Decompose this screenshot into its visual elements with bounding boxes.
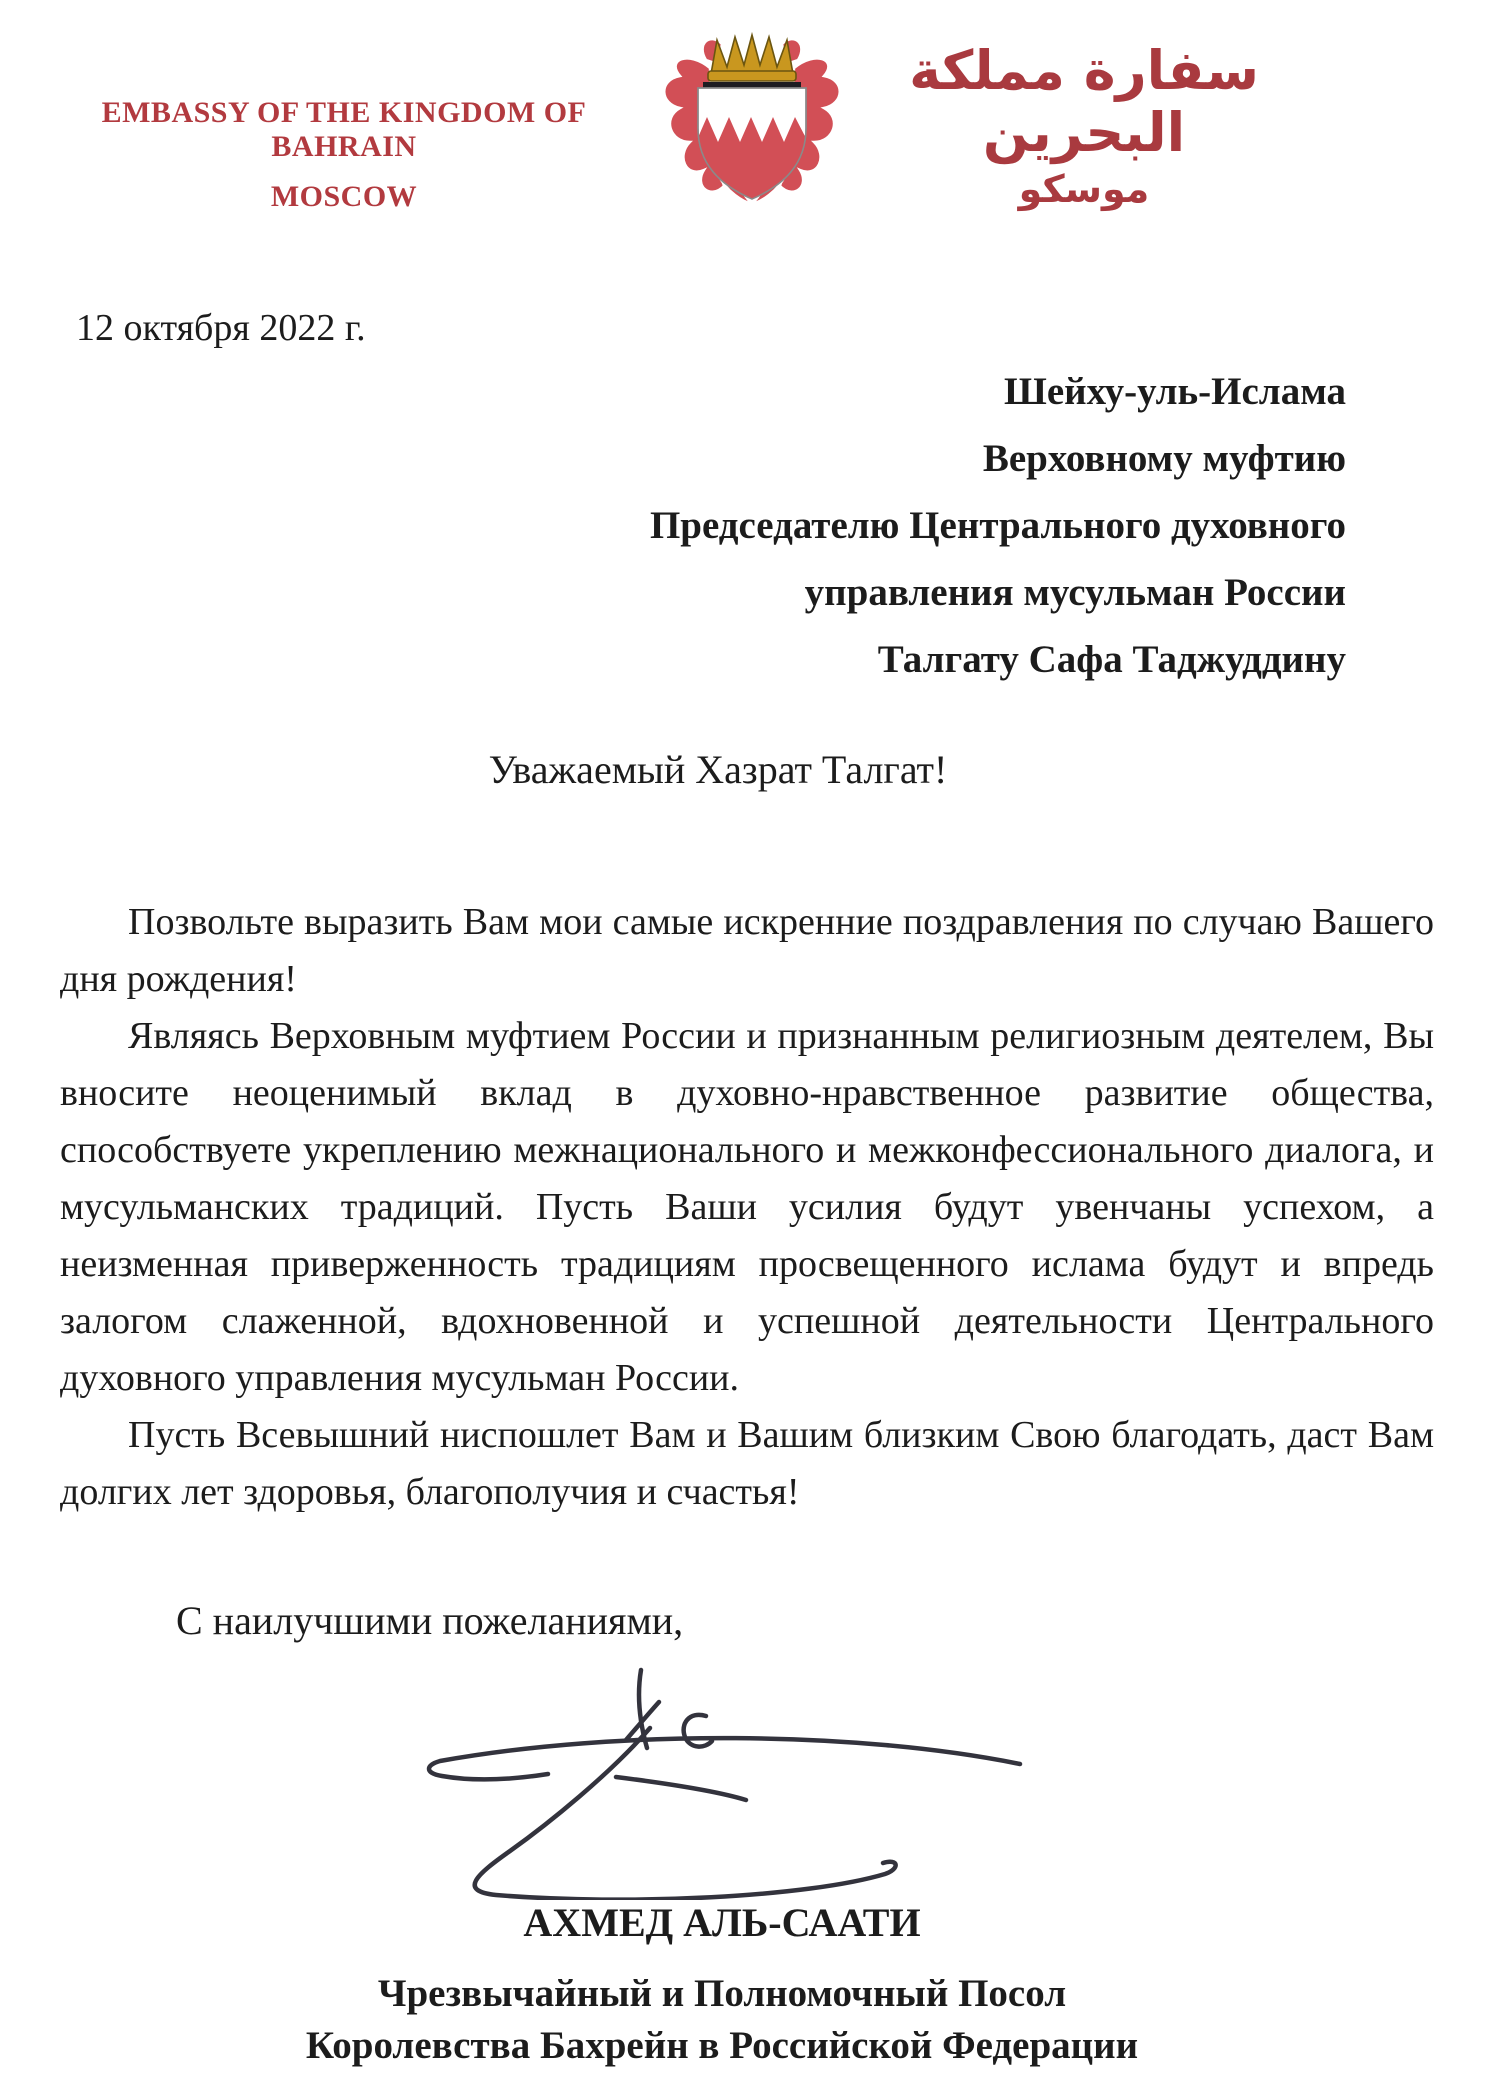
- embassy-city-ar: موسكو: [1018, 167, 1150, 211]
- signer-name: АХМЕД АЛЬ-СААТИ: [523, 1900, 921, 1945]
- letterhead-arabic: [894, 40, 1274, 212]
- embassy-name-ar: سفارة مملكة البحرين: [909, 39, 1259, 164]
- paragraph: Являясь Верховным муфтием России и признанным религиозным деятелем, Вы вносите неоценимый вклад в духовно-нравственное развитие общества, способствуете укреплению межнационального и межконфессионального диалога, и мусульманских традиций. Пусть Ваши усилия будут увенчаны успехом, а неизменная приверженность традициям просвещенного ислама будут и впредь залогом слаженной, вдохновенной и успешной деятельности Центрального духовного управления мусульман России.: [60, 1015, 1434, 1399]
- paragraph: Пусть Всевышний ниспошлет Вам и Вашим близким Свою благодать, даст Вам долгих лет здоровья, благополучия и счастья!: [60, 1414, 1434, 1513]
- paragraph: Позвольте выразить Вам мои самые искренние поздравления по случаю Вашего дня рождения!: [60, 901, 1434, 1000]
- valediction: С наилучшими пожеланиями,: [176, 1598, 684, 1643]
- handwritten-signature: [388, 1658, 1040, 1900]
- signer-title-line1: Чрезвычайный и Полномочный Посол: [377, 1972, 1067, 2015]
- recipient-line: Председателю Центрального духовного: [649, 504, 1346, 547]
- letter-body: [60, 894, 1434, 1521]
- embassy-name-en: EMBASSY OF THE KINGDOM OF BAHRAIN: [101, 96, 587, 163]
- letter-date: 12 октября 2022 г.: [76, 307, 366, 349]
- recipient-line: Верховному муфтию: [982, 437, 1346, 480]
- bahrain-coat-of-arms-icon: [648, 24, 854, 206]
- signer-title-line2: Королевства Бахрейн в Российской Федерации: [305, 2024, 1139, 2067]
- letterhead-english: [70, 96, 618, 214]
- recipient-line: Талгату Сафа Таджуддину: [877, 638, 1346, 681]
- signer-block: [0, 1900, 1444, 2068]
- recipient-block: [650, 358, 1346, 693]
- embassy-city-en: MOSCOW: [270, 180, 418, 213]
- recipient-line: Шейху-уль-Ислама: [1004, 370, 1346, 413]
- recipient-line: управления мусульман России: [804, 571, 1346, 614]
- salutation: Уважаемый Хазрат Талгат!: [488, 747, 948, 792]
